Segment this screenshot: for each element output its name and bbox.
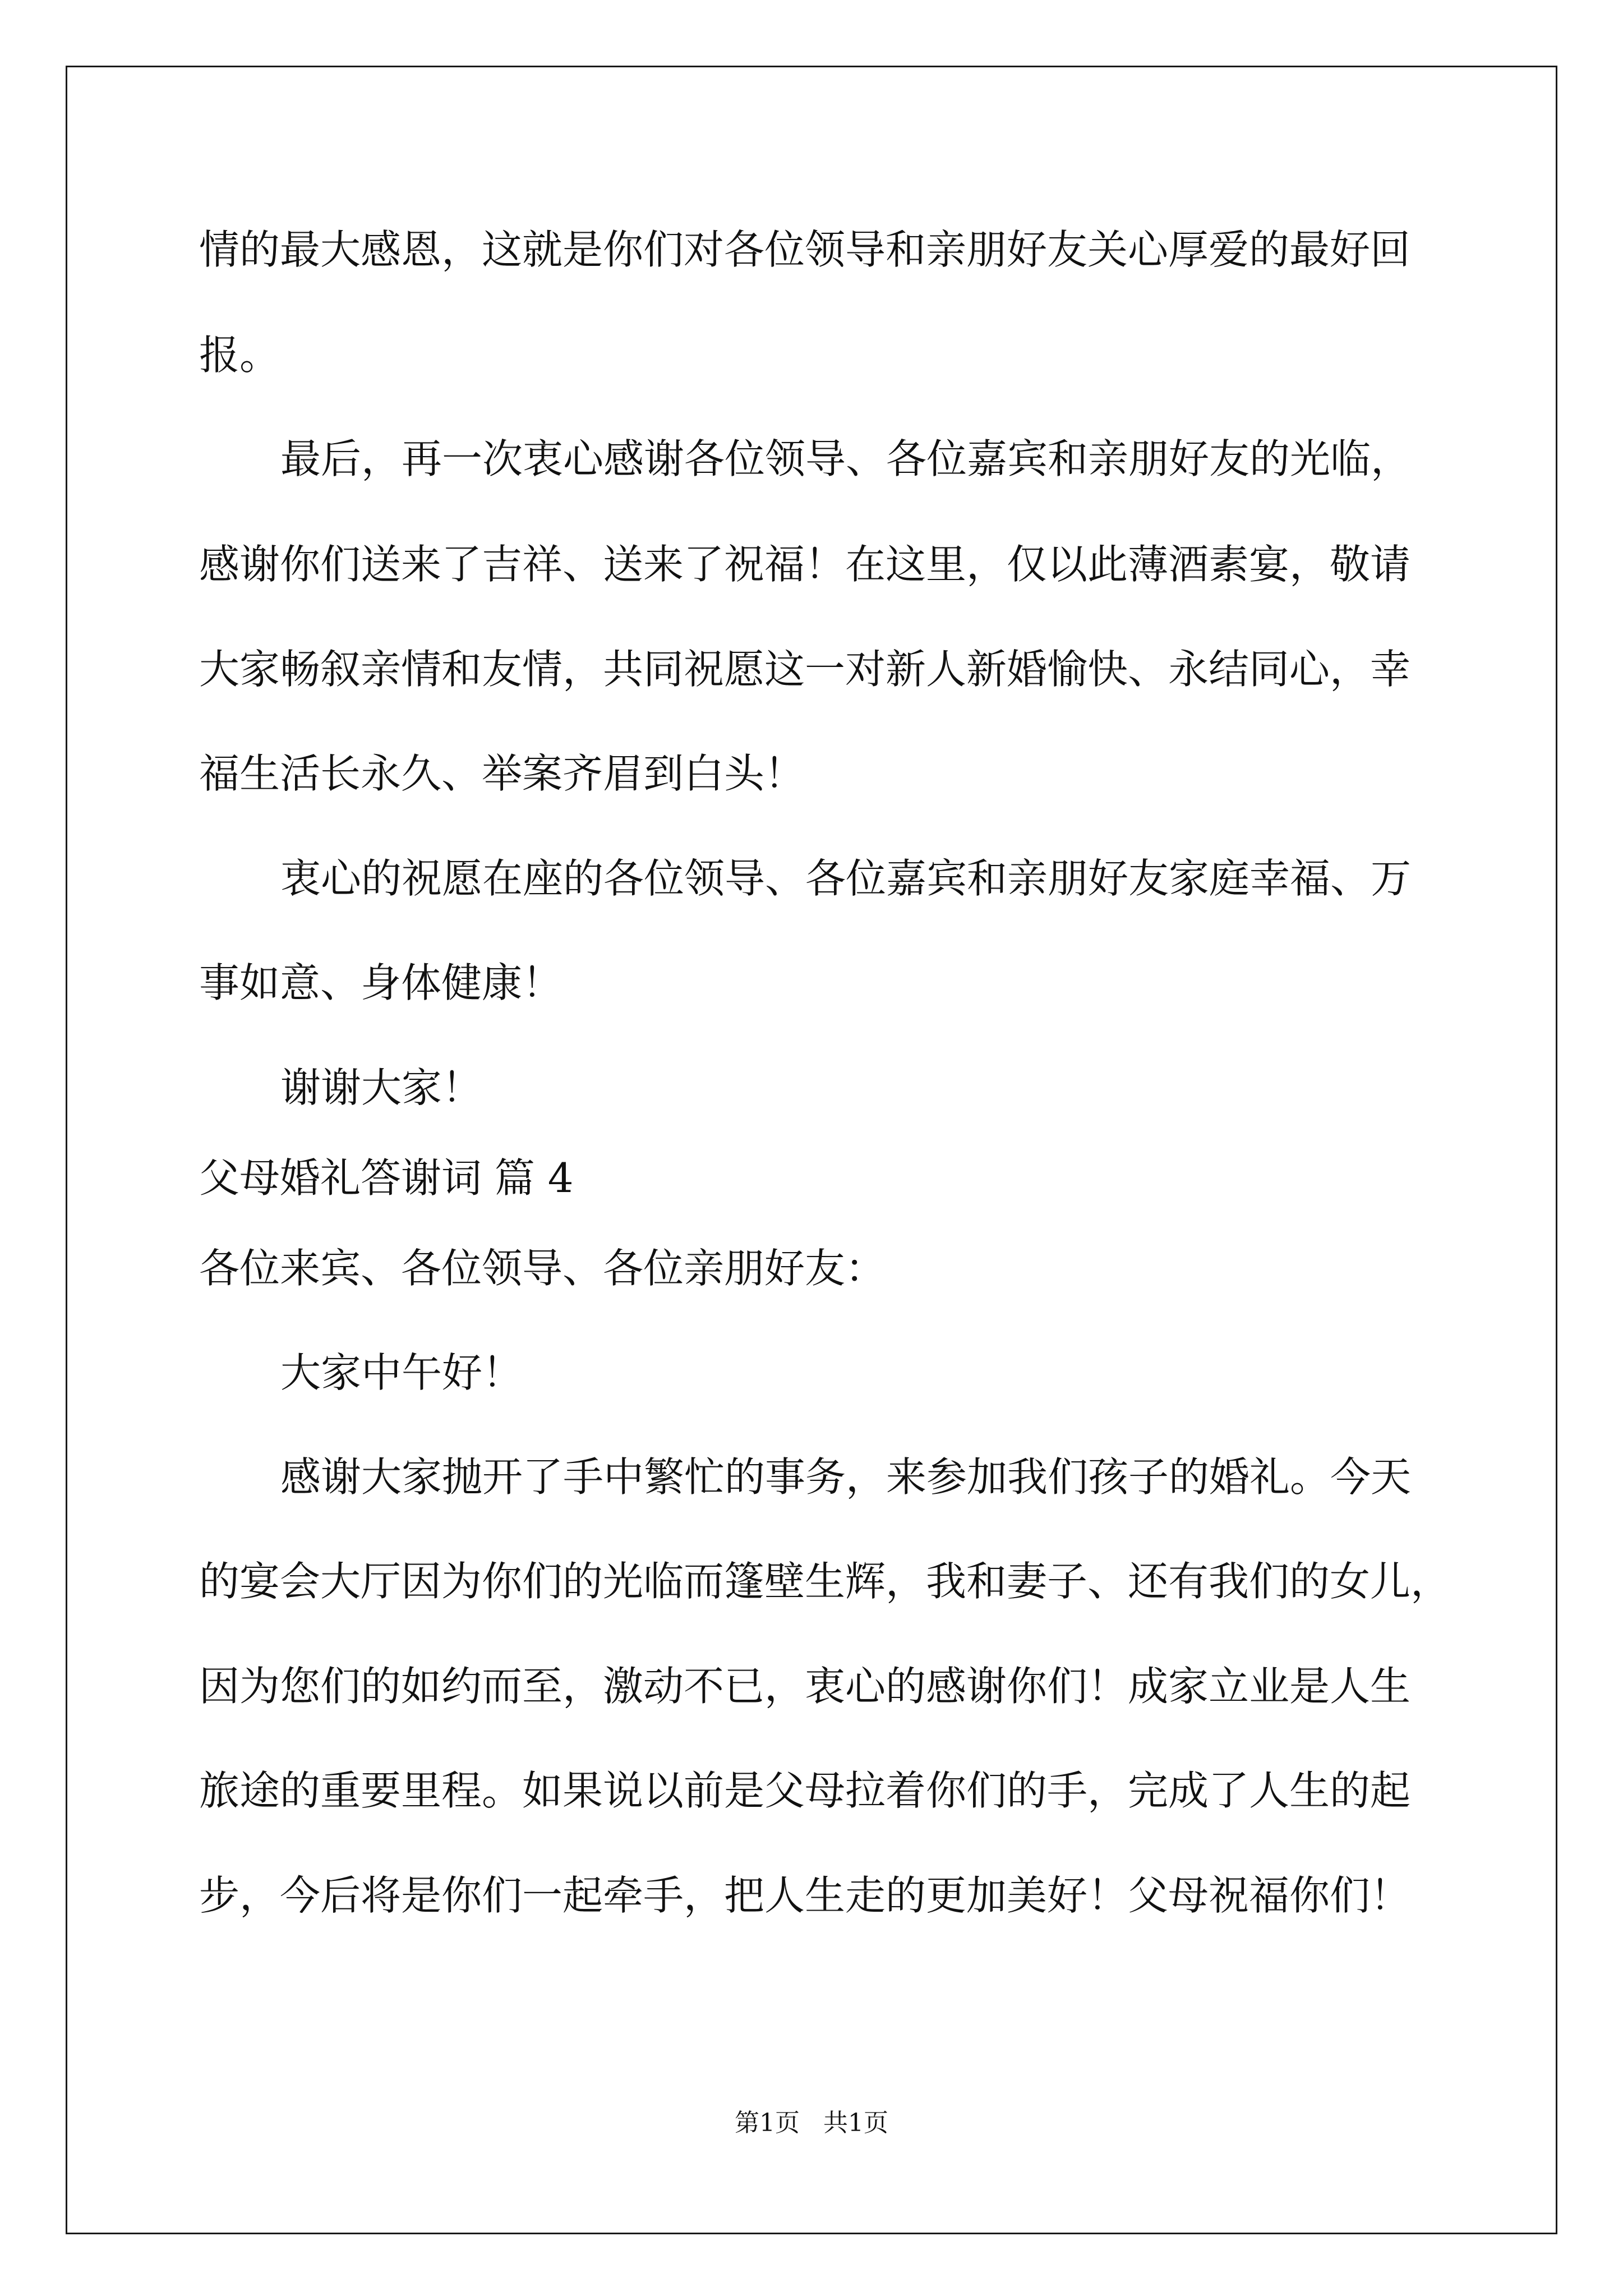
paragraph-line: 报。 xyxy=(199,332,280,379)
paragraph-line: 旅途的重要里程。如果说以前是父母拉着你们的手，完成了人生的起 xyxy=(199,1767,1411,1814)
salutation: 各位来宾、各位领导、各位亲朋好友： xyxy=(199,1245,886,1292)
section-heading: 父母婚礼答谢词 篇 4 xyxy=(199,1154,574,1202)
paragraph-line: 情的最大感恩，这就是你们对各位领导和亲朋好友关心厚爱的最好回 xyxy=(199,226,1411,273)
paragraph-line: 的宴会大厅因为你们的光临而篷壁生辉，我和妻子、还有我们的女儿， xyxy=(199,1558,1451,1605)
paragraph-line: 感谢你们送来了吉祥、送来了祝福！在这里，仅以此薄酒素宴，敬请 xyxy=(199,541,1411,588)
paragraph-line: 大家畅叙亲情和友情，共同祝愿这一对新人新婚愉快、永结同心，幸 xyxy=(199,646,1411,693)
paragraph-line: 衷心的祝愿在座的各位领导、各位嘉宾和亲朋好友家庭幸福、万 xyxy=(280,855,1412,902)
paragraph-line: 步，今后将是你们一起牵手，把人生走的更加美好！父母祝福你们！ xyxy=(199,1872,1411,1919)
page-footer: 第1页 共1页 xyxy=(735,2109,888,2137)
paragraph-line: 因为您们的如约而至，激动不已，衷心的感谢你们！成家立业是人生 xyxy=(199,1663,1411,1710)
paragraph-line: 事如意、身体健康！ xyxy=(199,959,563,1006)
paragraph-line: 福生活长永久、举案齐眉到白头！ xyxy=(199,750,805,797)
greeting: 大家中午好！ xyxy=(280,1349,523,1396)
paragraph-line: 感谢大家抛开了手中繁忙的事务，来参加我们孩子的婚礼。今天 xyxy=(280,1453,1412,1501)
paragraph-line: 最后，再一次衷心感谢各位领导、各位嘉宾和亲朋好友的光临， xyxy=(280,435,1412,482)
paragraph-line: 谢谢大家！ xyxy=(280,1064,483,1111)
